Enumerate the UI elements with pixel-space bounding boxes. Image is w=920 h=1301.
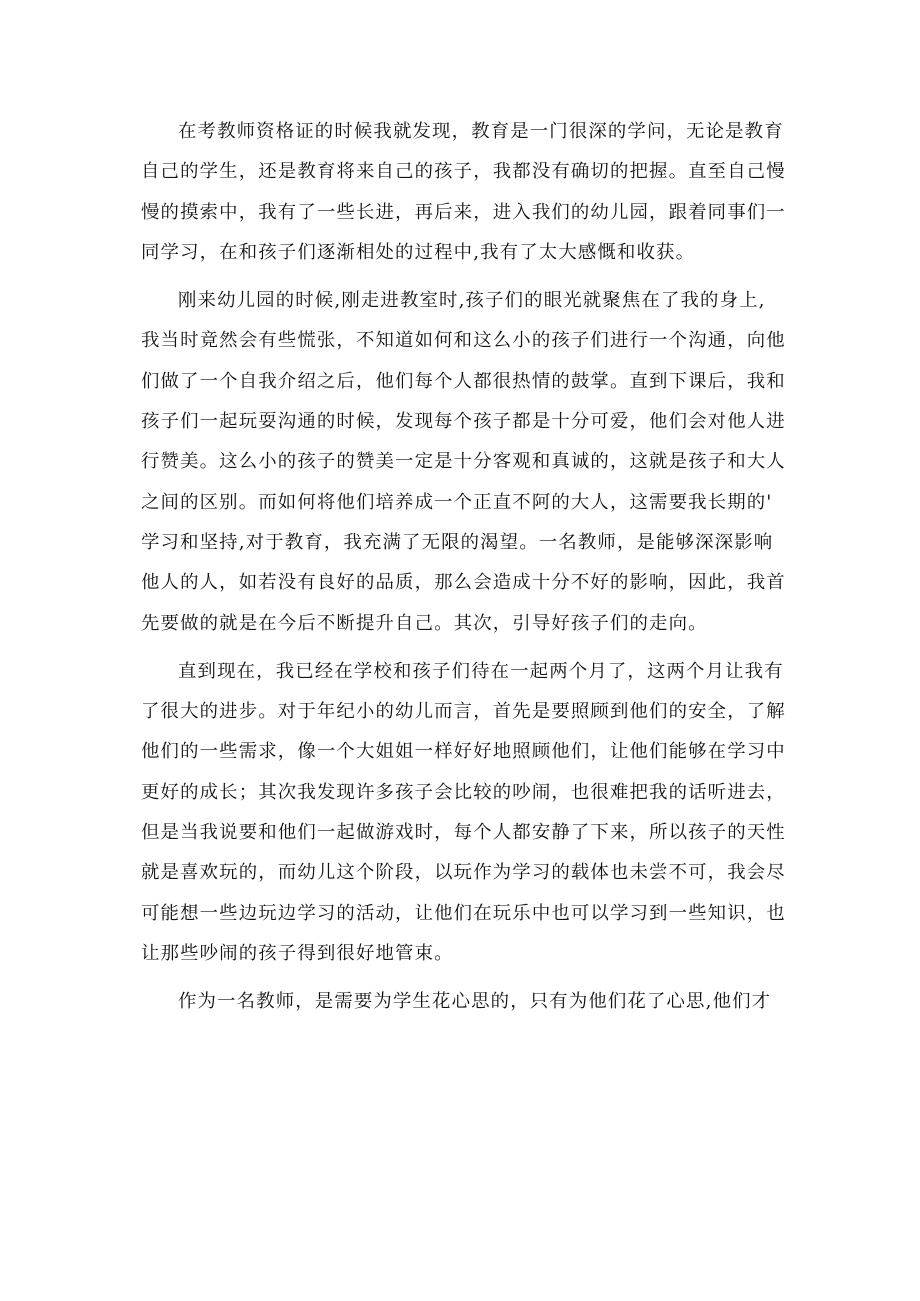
text-line: 让那些吵闹的孩子得到很好地管束。	[141, 942, 454, 964]
text-line: 同学习，在和孩子们逐渐相处的过程中,我有了太大感慨和收获。	[141, 241, 696, 263]
text-line: 行赞美。这么小的孩子的赞美一定是十分客观和真诚的，这就是孩子和大人	[141, 451, 786, 473]
text-line: 刚来幼儿园的时候,刚走进教室时,孩子们的眼光就聚焦在了我的身上,	[178, 290, 766, 312]
text-line: 先要做的就是在今后不断提升自己。其次，引导好孩子们的走向。	[141, 612, 708, 634]
paragraph-4	[141, 982, 801, 1022]
text-line: 可能想一些边玩边学习的活动，让他们在玩乐中也可以学习到一些知识，也	[141, 902, 786, 924]
paragraph-gap	[141, 974, 801, 982]
text-line: 直到现在，我已经在学校和孩子们待在一起两个月了，这两个月让我有	[178, 660, 784, 682]
text-line: 他人的人，如若没有良好的品质，那么会造成十分不好的影响，因此，我首	[141, 572, 786, 594]
text-line: 但是当我说要和他们一起做游戏时，每个人都安静了下来，所以孩子的天性	[141, 822, 786, 844]
text-line: 更好的成长；其次我发现许多孩子会比较的吵闹，也很难把我的话听进去，	[141, 781, 786, 803]
text-line: 我当时竟然会有些慌张，不知道如何和这么小的孩子们进行一个沟通，向他	[141, 330, 786, 352]
text-line: 慢的摸索中，我有了一些长进，再后来，进入我们的幼儿园，跟着同事们一	[141, 201, 786, 223]
paragraph-gap	[141, 644, 801, 652]
paragraph-1	[141, 112, 801, 273]
paragraph-2	[141, 281, 801, 644]
text-line: 孩子们一起玩耍沟通的时候，发现每个孩子都是十分可爱，他们会对他人进	[141, 411, 786, 433]
document-body	[141, 112, 801, 1023]
text-line: 就是喜欢玩的，而幼儿这个阶段，以玩作为学习的载体也未尝不可，我会尽	[141, 862, 786, 884]
text-line: 自己的学生，还是教育将来自己的孩子，我都没有确切的把握。直至自己慢	[141, 161, 786, 183]
text-line: 之间的区别。而如何将他们培养成一个正直不阿的大人，这需要我长期的'	[141, 491, 773, 513]
text-line: 作为一名教师，是需要为学生花心思的，只有为他们花了心思,他们才	[178, 991, 772, 1013]
paragraph-gap	[141, 273, 801, 281]
text-line: 们做了一个自我介绍之后，他们每个人都很热情的鼓掌。直到下课后，我和	[141, 370, 786, 392]
text-line: 在考教师资格证的时候我就发现，教育是一门很深的学问，无论是教育	[178, 121, 784, 142]
text-line: 学习和坚持,对于教育，我充满了无限的渴望。一名教师，是能够深深影响	[141, 531, 774, 553]
text-line: 他们的一些需求，像一个大姐姐一样好好地照顾他们，让他们能够在学习中	[141, 741, 786, 763]
text-line: 了很大的进步。对于年纪小的幼儿而言，首先是要照顾到他们的安全，了解	[141, 701, 786, 723]
paragraph-3	[141, 652, 801, 974]
